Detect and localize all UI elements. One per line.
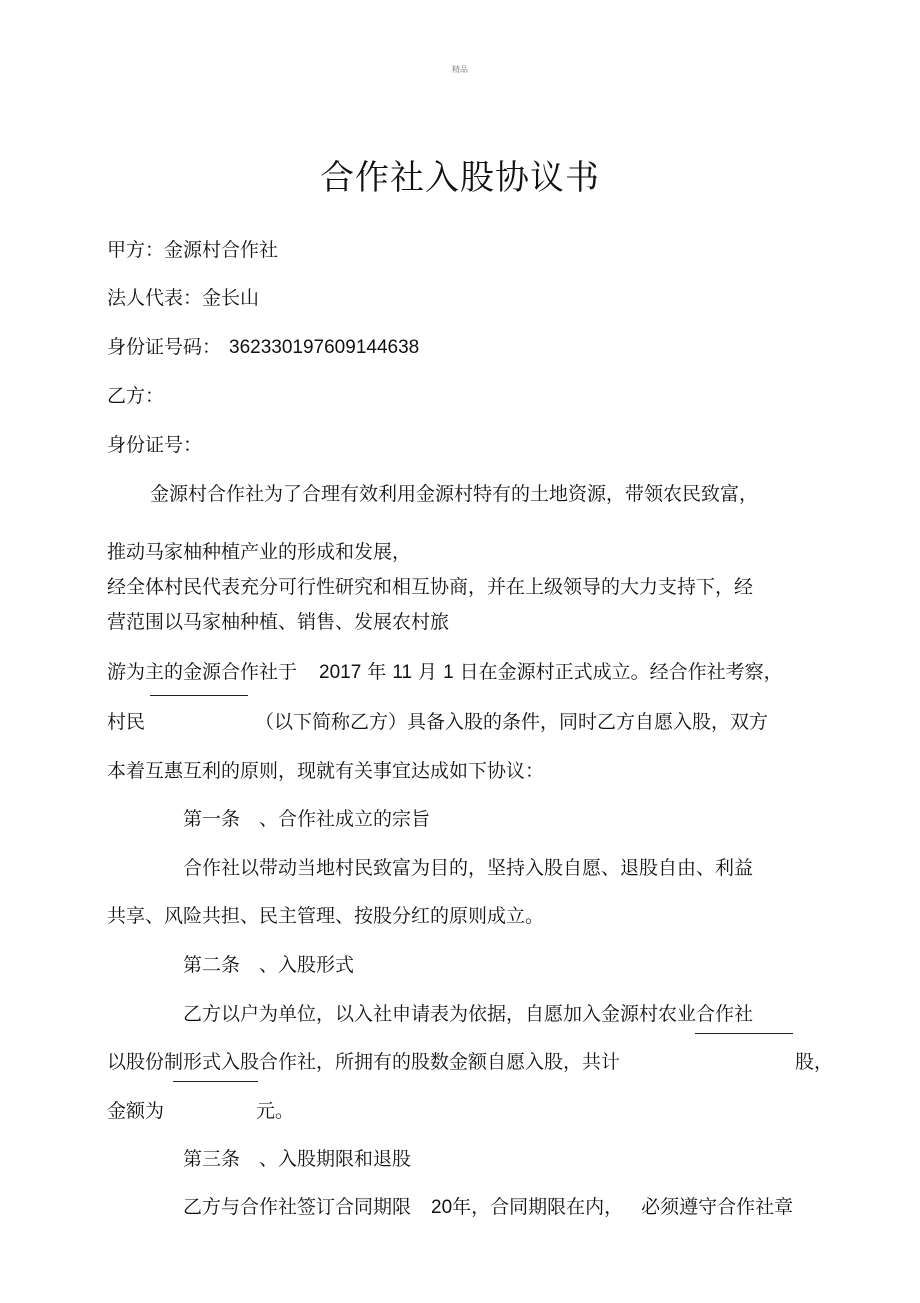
article-3-line-1	[183, 1195, 793, 1220]
party-b-id-label: 身份证号：	[107, 434, 203, 456]
party-b-label: 乙方：	[107, 385, 165, 407]
villager-label: 村民	[107, 711, 146, 733]
intro-line-1: 金源村合作社为了合理有效利用金源村特有的土地资源，带领农民致富，	[150, 483, 759, 505]
party-a-line	[107, 238, 278, 262]
amount-unit: 元。	[256, 1100, 295, 1122]
intro-line-5-start: 游为主的金源合作社于	[107, 661, 298, 683]
article-1-line-2: 共享、风险共担、民主管理、按股分红的原则成立。	[107, 905, 545, 927]
header-mark: 精品	[452, 65, 468, 74]
article-2-line-1: 乙方以户为单位，以入社申请表为依据，自愿加入金源村农业合作社	[183, 1003, 754, 1025]
intro-line-2: 推动马家柚种植产业的形成和发展，	[107, 541, 412, 563]
intro-line-6-rest: （以下简称乙方）具备入股的条件，同时乙方自愿入股，双方	[255, 711, 769, 733]
document-title: 合作社入股协议书	[320, 158, 600, 198]
founding-month: 11	[392, 662, 413, 683]
year-unit: 年	[367, 661, 387, 683]
intro-line-5	[107, 660, 783, 685]
article-3-line-1-mid: 年，合同期限在内，	[452, 1196, 624, 1218]
party-a-value: 金源村合作社	[164, 239, 279, 261]
article-1-heading: 第一条 、合作社成立的宗旨	[183, 808, 431, 830]
intro-line-4: 营范围以马家柚种植、销售、发展农村旅	[107, 611, 450, 633]
founding-year: 2017	[319, 662, 362, 683]
amount-label: 金额为	[107, 1100, 165, 1122]
id-number-value: 362330197609144638	[229, 337, 420, 358]
id-number-line	[107, 335, 419, 360]
legal-rep-label: 法人代表：	[107, 287, 203, 309]
intro-line-5-end: 日在金源村正式成立。经合作社考察，	[459, 661, 783, 683]
cooperative-name-underline	[695, 1033, 793, 1034]
intro-line-6	[107, 710, 768, 734]
intro-line-3: 经全体村民代表充分可行性研究和相互协商，并在上级领导的大力支持下，经	[107, 576, 754, 598]
shares-unit: 股，	[795, 1051, 834, 1073]
villager-name-underline	[150, 695, 248, 696]
article-3-heading: 第三条 、入股期限和退股	[183, 1148, 412, 1170]
intro-line-7: 本着互惠互利的原则，现就有关事宜达成如下协议：	[107, 760, 545, 782]
article-3-line-1-end: 必须遵守合作社章	[641, 1196, 794, 1218]
article-1-line-1: 合作社以带动当地村民致富为目的，坚持入股自愿、退股自由、利益	[183, 857, 754, 879]
shares-underline	[173, 1081, 258, 1082]
party-b-line	[107, 384, 164, 408]
founding-day: 1	[443, 662, 454, 683]
party-b-id-line	[107, 433, 202, 457]
id-number-label: 身份证号码：	[107, 336, 222, 358]
article-2-line-3	[107, 1099, 294, 1123]
article-2-line-2	[107, 1050, 620, 1074]
article-2-line-2-start: 以股份制形式入股合作社，所拥有的股数金额自愿入股，共计	[107, 1051, 621, 1073]
legal-rep-line	[107, 286, 259, 310]
article-2-heading: 第二条 、入股形式	[183, 954, 355, 976]
contract-years: 20	[431, 1197, 453, 1218]
article-3-line-1-start: 乙方与合作社签订合同期限	[183, 1196, 412, 1218]
party-a-label: 甲方：	[107, 239, 165, 261]
legal-rep-value: 金长山	[202, 287, 260, 309]
month-unit: 月	[418, 661, 438, 683]
